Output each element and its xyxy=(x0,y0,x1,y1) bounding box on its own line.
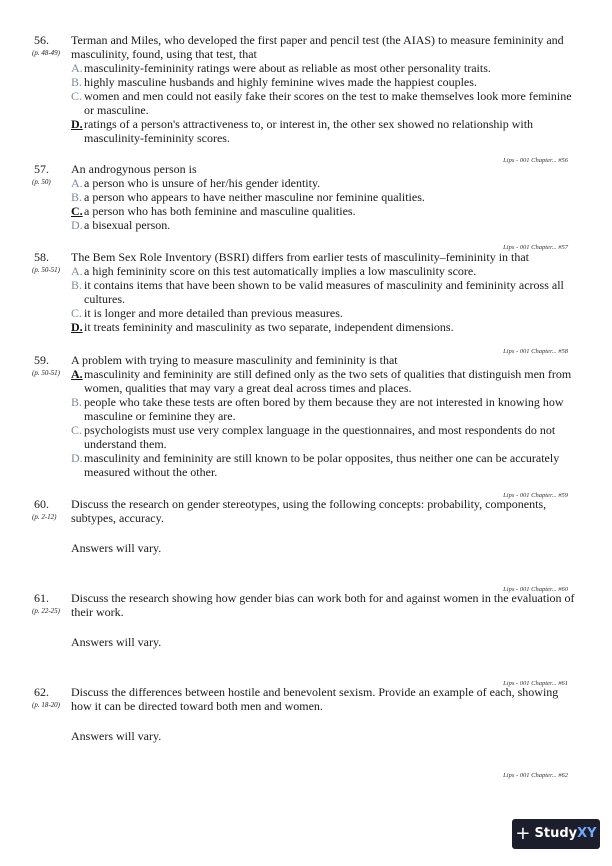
option-letter: B. xyxy=(71,75,83,89)
option-letter: B. xyxy=(71,395,83,409)
page-reference: (p. 22-25) xyxy=(32,607,60,615)
question-number: 56. xyxy=(34,33,49,47)
option-text: psychologists must use very complex language in the questionnaires, and most respondents do not understand them. xyxy=(84,423,556,451)
answer-text: Answers will vary. xyxy=(71,635,162,649)
source-reference: Lips - 001 Chapter... #60 xyxy=(503,586,568,593)
option-text: highly masculine husbands and highly feminine wives made the happiest couples. xyxy=(84,75,477,89)
question-number: 59. xyxy=(34,353,49,367)
question-57 xyxy=(34,162,580,232)
question-59 xyxy=(34,353,580,479)
page-reference: (p. 48-49) xyxy=(32,49,60,57)
option-text: masculinity and femininity are still defined only as the two sets of qualities that distinguish men from women, qualities that may vary a great deal across times and places. xyxy=(84,367,572,395)
option-letter: A. xyxy=(71,61,83,75)
option-text: people who take these tests are often bored by them because they are not interested in knowing how masculine or feminine they are. xyxy=(84,395,564,423)
source-reference: Lips - 001 Chapter... #61 xyxy=(503,680,568,687)
option-b[interactable] xyxy=(71,278,580,306)
question-number: 57. xyxy=(34,162,49,176)
option-letter: A. xyxy=(71,264,83,278)
question-58 xyxy=(34,250,580,334)
option-text: a bisexual person. xyxy=(84,218,171,232)
question-62 xyxy=(34,685,580,743)
option-text: masculinity and femininity are still known to be polar opposites, thus neither one can be accurately measured without the other. xyxy=(84,451,560,479)
plus-icon: + xyxy=(515,823,531,844)
option-c[interactable] xyxy=(71,89,580,117)
option-d[interactable] xyxy=(71,218,580,232)
option-c[interactable] xyxy=(71,306,580,320)
question-60 xyxy=(34,497,580,555)
option-text: it is longer and more detailed than previous measures. xyxy=(84,306,343,320)
option-text: a person who has both feminine and masculine qualities. xyxy=(84,204,356,218)
option-text: women and men could not easily fake their scores on the test to make themselves look more feminine or masculine. xyxy=(84,89,572,117)
option-a[interactable] xyxy=(71,176,580,190)
source-reference: Lips - 001 Chapter... #56 xyxy=(503,157,568,164)
source-reference: Lips - 001 Chapter... #59 xyxy=(503,492,568,499)
answer-text: Answers will vary. xyxy=(71,729,162,743)
page-reference: (p. 50) xyxy=(32,178,51,186)
option-letter: C. xyxy=(71,306,83,320)
question-number: 61. xyxy=(34,591,49,605)
question-stem: An androgynous person is xyxy=(71,162,197,176)
source-reference: Lips - 001 Chapter... #57 xyxy=(503,244,568,251)
option-text: a person who is unsure of her/his gender identity. xyxy=(84,176,321,190)
question-stem: A problem with trying to measure masculinity and femininity is that xyxy=(71,353,398,367)
option-letter: C. xyxy=(71,89,83,103)
option-letter: D. xyxy=(71,218,83,232)
option-c-correct[interactable] xyxy=(71,204,580,218)
option-letter: B. xyxy=(71,190,83,204)
option-text: masculinity-femininity ratings were about as reliable as most other personality traits. xyxy=(84,61,491,75)
option-letter: A. xyxy=(71,176,83,190)
brand-suffix: XY xyxy=(577,826,597,841)
page-reference: (p. 50-51) xyxy=(32,266,60,274)
option-text: it treats femininity and masculinity as two separate, independent dimensions. xyxy=(84,320,454,334)
brand-prefix: Study xyxy=(534,826,578,841)
option-text: a person who appears to have neither masculine nor feminine qualities. xyxy=(84,190,425,204)
option-letter: D. xyxy=(71,320,83,334)
page-reference: (p. 18-20) xyxy=(32,701,60,709)
option-a[interactable] xyxy=(71,264,580,278)
question-stem: The Bem Sex Role Inventory (BSRI) differs from earlier tests of masculinity–femininity in that xyxy=(71,250,530,264)
option-b[interactable] xyxy=(71,395,580,423)
source-reference: Lips - 001 Chapter... #58 xyxy=(503,348,568,355)
question-61 xyxy=(34,591,580,649)
source-reference: Lips - 001 Chapter... #62 xyxy=(503,772,568,779)
option-a[interactable] xyxy=(71,61,580,75)
question-number: 58. xyxy=(34,250,49,264)
option-b[interactable] xyxy=(71,190,580,204)
option-d-correct[interactable] xyxy=(71,320,580,334)
option-d-correct[interactable] xyxy=(71,117,580,145)
question-stem: Terman and Miles, who developed the first paper and pencil test (the AIAS) to measure femininity and masculinity, found, using that test, that xyxy=(71,33,564,61)
option-letter: A. xyxy=(71,367,83,381)
page-reference: (p. 2-12) xyxy=(32,513,57,521)
option-letter: D. xyxy=(71,117,83,131)
answer-text: Answers will vary. xyxy=(71,541,162,555)
option-letter: B. xyxy=(71,278,83,292)
option-text: a high femininity score on this test automatically implies a low masculinity score. xyxy=(84,264,477,278)
studyxy-logo[interactable] xyxy=(512,819,600,849)
question-56 xyxy=(34,33,580,145)
option-letter: C. xyxy=(71,204,83,218)
question-stem: Discuss the differences between hostile and benevolent sexism. Provide an example of each, showing how it can be directed toward both men and women. xyxy=(71,685,559,713)
option-letter: C. xyxy=(71,423,83,437)
option-text: it contains items that have been shown to be valid measures of masculinity and femininity across all cultures. xyxy=(84,278,564,306)
question-stem: Discuss the research on gender stereotypes, using the following concepts: probability, components, subtypes, accuracy. xyxy=(71,497,547,525)
option-a-correct[interactable] xyxy=(71,367,580,395)
question-number: 62. xyxy=(34,685,49,699)
option-letter: D. xyxy=(71,451,83,465)
option-b[interactable] xyxy=(71,75,580,89)
option-d[interactable] xyxy=(71,451,580,479)
question-number: 60. xyxy=(34,497,49,511)
option-text: ratings of a person's attractiveness to, or interest in, the other sex showed no relationship with masculinity-femininity scores. xyxy=(84,117,534,145)
question-stem: Discuss the research showing how gender bias can work both for and against women in the evaluation of their work. xyxy=(71,591,575,619)
option-c[interactable] xyxy=(71,423,580,451)
page-reference: (p. 50-51) xyxy=(32,369,60,377)
